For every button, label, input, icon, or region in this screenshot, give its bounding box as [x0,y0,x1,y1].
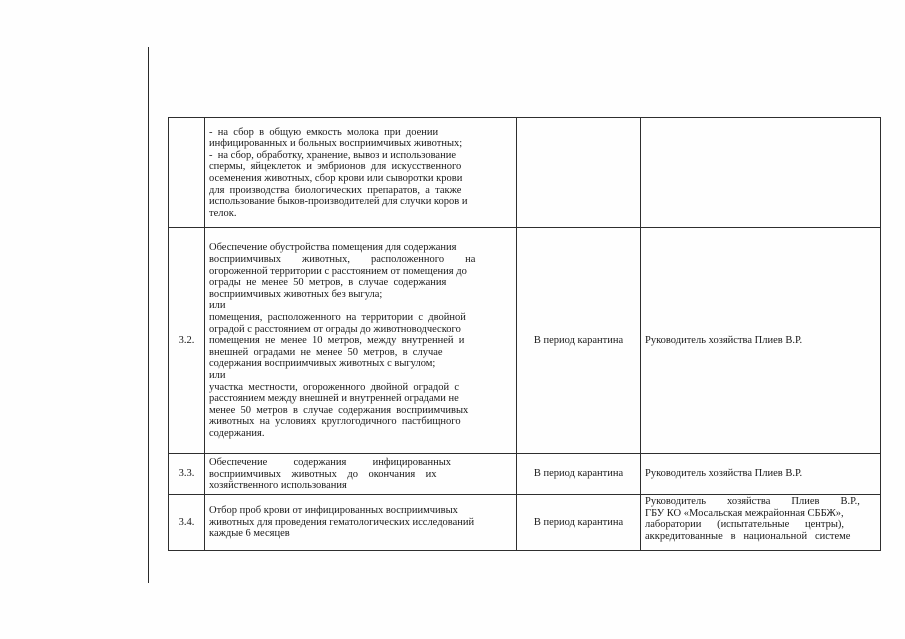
description-line: или [209,369,226,381]
description-line: - на сбор в общую емкость молока при доении [209,126,439,138]
row-number: 3.3. [169,454,205,495]
page-margin-line [148,47,149,583]
description-line: хозяйственного использования [209,480,347,492]
responsible-line: Руководитель хозяйства Плиев В.Р., [645,496,860,507]
row-responsible [641,118,881,228]
description-line: помещения не менее 10 метров, между внутренней и [209,335,465,347]
description-line: использование быков-производителей для случки коров и [209,196,468,208]
description-line: телок. [209,207,237,219]
description-line: животных для проведения гематологических исследований [209,516,475,528]
row-description [205,454,517,495]
description-line: Обеспечение содержания инфицированных [209,457,451,469]
row-description [205,228,517,454]
description-line: помещения, расположенного на территории с двойной [209,312,466,324]
description-line: огороженной территории с расстоянием от помещения до [209,265,467,277]
table-row [169,454,881,495]
row-number: 3.2. [169,228,205,454]
row-term: В период карантина [517,454,641,495]
table-row [169,118,881,228]
description-line: менее 50 метров в случае содержания восприимчивых [209,404,469,416]
row-term [517,118,641,228]
description-line: внешней оградами не менее 50 метров, в случае [209,346,443,358]
responsible-line: лаборатории (испытательные центры), [645,519,845,531]
row-number [169,118,205,228]
responsible-line: аккредитованные в национальной системе [645,530,851,542]
responsible-line: ГБУ КО «Мосальская межрайонная СББЖ», [645,507,844,519]
description-line: восприимчивых животных без выгула; [209,288,383,300]
table-row [169,495,881,551]
description-line: каждые 6 месяцев [209,528,290,540]
table-row [169,228,881,454]
description-line: Обеспечение обустройства помещения для содержания [209,242,457,254]
description-line: или [209,300,226,312]
description-line: восприимчивых животных, расположенного на [209,254,476,266]
quarantine-measures-table [168,117,881,551]
description-line: животных на условиях круглогодичного пастбищного [209,416,461,428]
row-responsible: Руководитель хозяйства Плиев В.Р. [641,454,881,495]
description-line: ограды не менее 50 метров, в случае содержания [209,277,447,289]
row-responsible [641,495,881,551]
description-line: восприимчивых животных до окончания их [209,468,437,480]
description-line: участка местности, огороженного двойной оградой с [209,381,460,393]
description-line: расстоянием между внешней и внутренней оградами не [209,393,459,405]
description-line: - на сбор, обработку, хранение, вывоз и использование [209,149,456,161]
description-line: спермы, яйцеклеток и эмбрионов для искусственного [209,161,462,173]
row-description [205,495,517,551]
description-line: осеменения животных, сбор крови или сыворотки крови [209,173,463,184]
row-term: В период карантина [517,228,641,454]
row-number: 3.4. [169,495,205,551]
description-line: содержания. [209,427,265,439]
row-term: В период карантина [517,495,641,551]
description-line: оградой с расстоянием от ограды до животноводческого [209,323,461,335]
description-line: Отбор проб крови от инфицированных восприимчивых [209,505,458,517]
row-description [205,118,517,228]
description-line: содержания восприимчивых животных с выгулом; [209,358,436,370]
description-line: инфицированных и больных восприимчивых животных; [209,138,463,150]
row-responsible: Руководитель хозяйства Плиев В.Р. [641,228,881,454]
description-line: для производства биологических препаратов, а также [209,184,462,196]
